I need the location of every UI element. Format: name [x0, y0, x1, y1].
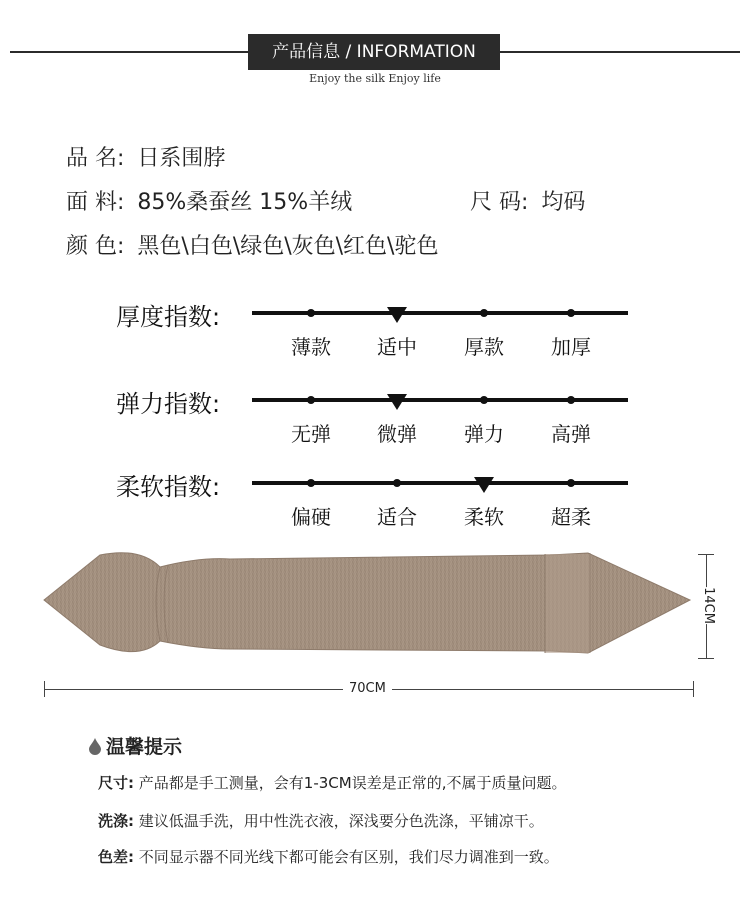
scale-option: 厚款: [464, 335, 504, 359]
length-label: 70CM: [343, 681, 392, 696]
selected-marker: [387, 307, 407, 323]
tip-size: [98, 772, 566, 793]
material-value: 85%桑蚕丝 15%羊绒: [137, 190, 353, 215]
scale-dot: [307, 309, 315, 317]
length-cap-right: [693, 681, 694, 697]
scale-dot: [567, 396, 575, 404]
material-row: [66, 185, 352, 216]
material-label: 面 料:: [66, 190, 125, 215]
scale-option: 弹力: [464, 422, 504, 446]
product-name-value: 日系围脖: [137, 146, 226, 171]
scale-dot: [307, 396, 315, 404]
scale-dot: [393, 479, 401, 487]
scale-title: 弹力指数:: [116, 390, 221, 418]
section-title: 产品信息 / INFORMATION: [248, 34, 500, 70]
color-row: [66, 229, 438, 260]
scarf-image: [40, 545, 710, 665]
tip-size-text: 产品都是手工测量，会有1-3CM误差是正常的,不属于质量问题。: [138, 774, 567, 792]
selected-marker: [474, 477, 494, 493]
section-subtitle: Enjoy the silk Enjoy life: [309, 72, 441, 85]
scale-option: 偏硬: [291, 505, 331, 529]
width-cap-top: [698, 554, 714, 555]
tips-title-text: 温馨提示: [106, 736, 183, 758]
scale-option: 超柔: [551, 505, 591, 529]
header-rule-left: [10, 51, 248, 53]
scale-option: 无弹: [291, 422, 331, 446]
scale-dot: [567, 479, 575, 487]
size-row: [470, 185, 585, 216]
width-cap-bottom: [698, 658, 714, 659]
scale-dot: [307, 479, 315, 487]
width-label: 14CM: [700, 587, 716, 624]
tip-color: [98, 846, 559, 867]
scale-option: 高弹: [551, 422, 591, 446]
selected-marker: [387, 394, 407, 410]
color-value: 黑色\白色\绿色\灰色\红色\驼色: [137, 234, 439, 259]
color-label: 颜 色:: [66, 234, 125, 259]
scale-title: 柔软指数:: [116, 473, 221, 501]
length-cap-left: [44, 681, 45, 697]
scale-option: 微弹: [377, 422, 417, 446]
header-rule-right: [500, 51, 740, 53]
size-value: 均码: [541, 190, 586, 215]
product-name-label: 品 名:: [66, 146, 125, 171]
scale-option: 薄款: [291, 335, 331, 359]
scale-dot: [480, 309, 488, 317]
product-name-row: [66, 141, 225, 172]
tip-size-label: 尺寸:: [98, 774, 134, 792]
tip-color-text: 不同显示器不同光线下都可能会有区别，我们尽力调准到一致。: [138, 848, 559, 866]
tips-title: [88, 732, 182, 759]
tip-wash-text: 建议低温手洗，用中性洗衣液，深浅要分色洗涤，平铺凉干。: [138, 812, 544, 830]
tip-color-label: 色差:: [98, 848, 134, 866]
scale-dot: [480, 396, 488, 404]
scarf-illustration: [40, 545, 710, 665]
droplet-icon: [88, 737, 102, 755]
scale-option: 加厚: [551, 335, 591, 359]
size-label: 尺 码:: [470, 190, 529, 215]
tip-wash-label: 洗涤:: [98, 812, 134, 830]
tip-wash: [98, 810, 544, 831]
scale-option: 柔软: [464, 505, 504, 529]
scale-option: 适中: [377, 335, 417, 359]
scale-title: 厚度指数:: [116, 303, 221, 331]
scale-dot: [567, 309, 575, 317]
scale-option: 适合: [377, 505, 417, 529]
